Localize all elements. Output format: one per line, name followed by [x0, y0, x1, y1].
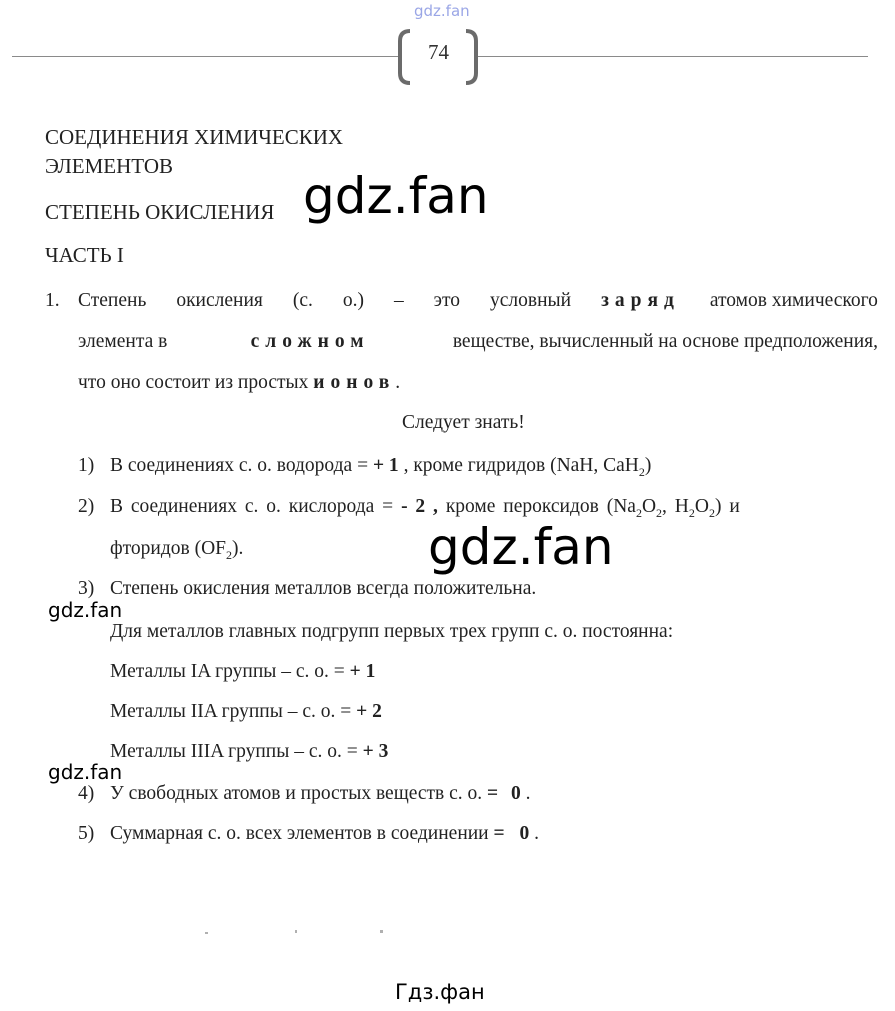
text: , кроме гидридов (NaH, CaH — [398, 455, 639, 476]
subscript: 2 — [638, 464, 645, 479]
text: H — [674, 496, 689, 517]
item-1-number: 1. — [45, 290, 60, 311]
note-heading: Следует знать! — [402, 412, 525, 433]
text: У свободных атомов и простых веществ с. о. — [110, 783, 483, 804]
rule-4-number: 4) — [78, 783, 95, 804]
value: + 3 — [362, 741, 389, 762]
end: . — [534, 823, 539, 844]
label: Металлы IIIA группы – с. о. = — [110, 741, 363, 762]
scan-mark — [295, 930, 297, 933]
line-end: веществе, вычисленный на основе предположения, — [452, 331, 878, 352]
answer-fill-2: сложном — [250, 331, 370, 352]
value: 0 — [511, 783, 521, 804]
heading-line-1: СОЕДИНЕНИЯ ХИМИЧЕСКИХ — [45, 125, 344, 149]
rule-1-number: 1) — [78, 455, 95, 476]
text: кроме пероксидов (Na — [437, 496, 636, 517]
watermark-left-2: gdz.fan — [48, 760, 123, 784]
subscript: 2 — [688, 505, 695, 520]
rule-5-number: 5) — [78, 823, 95, 844]
value: - 2 , — [401, 496, 438, 517]
answer-fill-1: заряд — [601, 290, 680, 311]
text: ) — [644, 455, 652, 476]
metals-ia — [110, 661, 375, 683]
part-label: ЧАСТЬ I — [45, 243, 124, 267]
equals: = — [493, 823, 505, 844]
watermark-center-top: gdz.fan — [303, 167, 489, 225]
word: Степень — [78, 290, 147, 311]
rule-1-text — [110, 455, 651, 480]
subscript: 2 — [226, 547, 233, 562]
text: O — [641, 496, 657, 517]
watermark-bottom: Гдз.фан — [395, 980, 485, 1004]
word: это — [433, 290, 461, 311]
end: . — [525, 783, 531, 804]
text: В соединениях с. о. водорода = — [110, 455, 373, 476]
text: O — [694, 496, 709, 517]
watermark-center-middle: gdz.fan — [428, 518, 614, 576]
scan-mark — [380, 930, 383, 933]
line-end: . — [395, 372, 401, 393]
text: ) и — [714, 496, 740, 517]
text: Суммарная с. о. всех элементов в соединении — [110, 823, 489, 844]
value: + 1 — [349, 661, 376, 682]
word: окисления — [176, 290, 263, 311]
word: о.) — [342, 290, 364, 311]
equals: = — [487, 783, 499, 804]
text: фторидов (OF — [110, 538, 227, 559]
top-watermark: gdz.fan — [414, 2, 470, 20]
text: В соединениях с. о. кислорода = — [110, 496, 402, 517]
rule-2-line-2 — [110, 538, 243, 563]
text: , — [662, 496, 675, 517]
value: + 1 — [372, 455, 399, 476]
rule-5-text — [110, 823, 539, 845]
line-start: что оно состоит из простых — [78, 372, 309, 393]
value: + 2 — [356, 701, 382, 722]
value: 0 — [519, 823, 530, 844]
rule-3-text: Степень окисления металлов всегда положительна. — [110, 578, 537, 599]
rule-3-number: 3) — [78, 578, 95, 599]
rule-4-text — [110, 783, 531, 805]
text: ). — [232, 538, 244, 559]
watermark-left-1: gdz.fan — [48, 598, 123, 622]
metals-intro: Для металлов главных подгрупп первых трех групп с. о. постоянна: — [110, 621, 674, 642]
line-start: элемента в — [78, 331, 168, 352]
subscript: 2 — [635, 505, 642, 520]
item-1-line-3 — [78, 372, 400, 394]
label: Металлы IA группы – с. о. = — [110, 661, 350, 682]
answer-fill-3: ионов — [313, 372, 396, 393]
metals-iiia — [110, 741, 388, 763]
item-1-line-2 — [78, 331, 878, 353]
subscript: 2 — [656, 505, 663, 520]
word: – — [393, 290, 404, 311]
metals-iia — [110, 701, 382, 723]
header-rule-right — [478, 56, 868, 57]
rule-2-number: 2) — [78, 496, 95, 517]
scan-mark — [205, 932, 208, 934]
label: Металлы IIA группы – с. о. = — [110, 701, 357, 722]
heading-line-2: ЭЛЕМЕНТОВ — [45, 154, 173, 178]
word: (с. — [292, 290, 313, 311]
subscript: 2 — [708, 505, 715, 520]
header-rule-left — [12, 56, 398, 57]
subheading: СТЕПЕНЬ ОКИСЛЕНИЯ — [45, 200, 275, 224]
word: условный — [490, 290, 572, 311]
item-1-line-1 — [78, 290, 878, 312]
line-end: атомов химического — [709, 290, 878, 311]
page-number: 74 — [428, 40, 449, 64]
